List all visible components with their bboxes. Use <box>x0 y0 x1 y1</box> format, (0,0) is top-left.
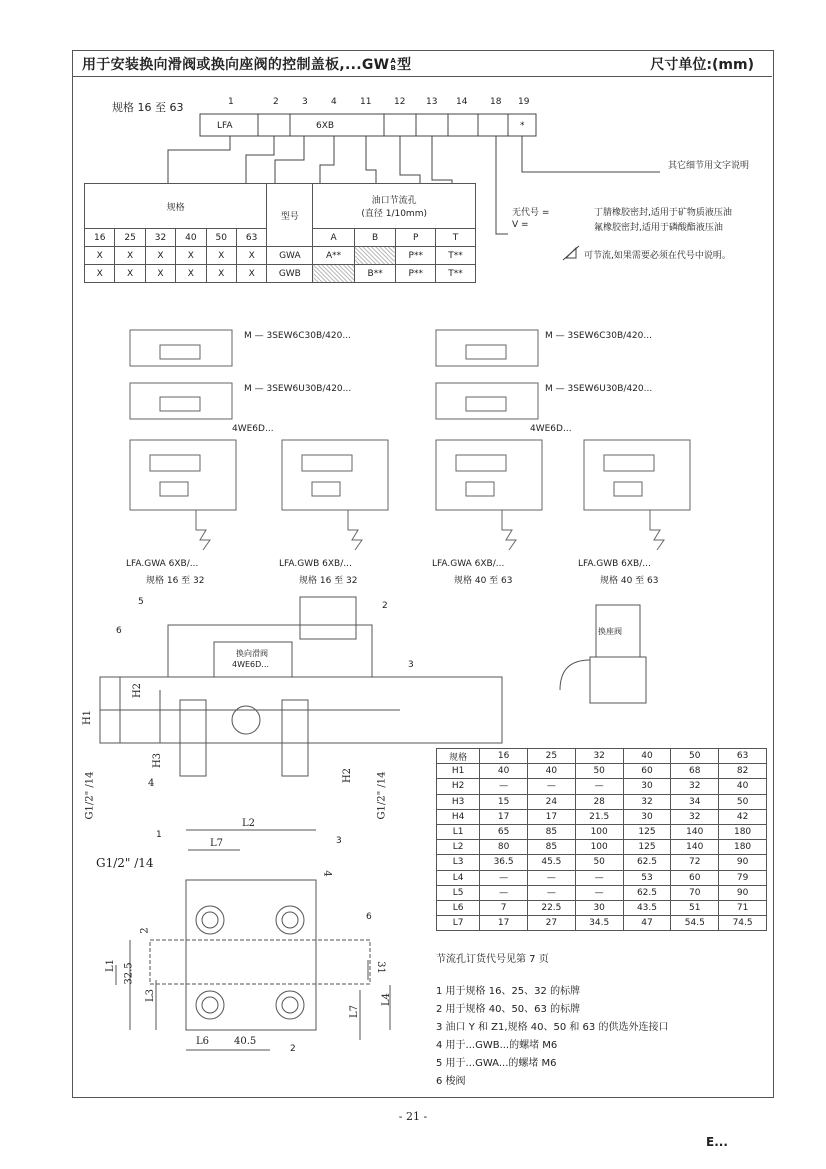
dims-cell: 24 <box>527 794 575 809</box>
dims-cell: H1 <box>437 764 480 779</box>
code-star: * <box>520 121 525 131</box>
valve-label: 换向滑阀 <box>236 649 268 658</box>
dims-table <box>436 748 767 931</box>
size-cell: 32 <box>145 229 175 247</box>
note-item: 1 用于规格 16、25、32 的标牌 <box>436 986 581 997</box>
dims-cell: 17 <box>480 809 528 824</box>
pos-18: 18 <box>490 97 502 107</box>
dims-cell: 100 <box>575 840 623 855</box>
x-mark: X <box>236 247 266 265</box>
dims-cell: 140 <box>671 824 719 839</box>
dims-footnote: 节流孔订货代号见第 7 页 <box>436 954 549 965</box>
dims-cell: 34 <box>671 794 719 809</box>
pos-3: 3 <box>302 97 308 107</box>
note-item: 3 油口 Y 和 Z1,规格 40、50 和 63 的供选外连接口 <box>436 1022 669 1033</box>
dims-cell: 40 <box>480 764 528 779</box>
page-number: - 21 - <box>398 1110 428 1123</box>
dims-cell: H3 <box>437 794 480 809</box>
dims-cell: 17 <box>480 916 528 931</box>
dim-g3: G1/2" /14 <box>96 856 154 870</box>
x-mark: X <box>85 247 115 265</box>
seal1-key: 无代号 = <box>512 208 550 218</box>
dims-row <box>437 916 767 931</box>
dims-cell: 34.5 <box>575 916 623 931</box>
dims-cell: 40 <box>623 749 671 764</box>
dims-cell: 85 <box>527 840 575 855</box>
dims-cell: 60 <box>671 870 719 885</box>
dims-cell: 27 <box>527 916 575 931</box>
x-mark: X <box>85 265 115 283</box>
seat-label: 换座阀 <box>598 627 622 636</box>
port-cell: T <box>436 229 476 247</box>
dims-cell: 40 <box>527 764 575 779</box>
gwb-p: P** <box>396 265 436 283</box>
x-mark: X <box>176 265 206 283</box>
dims-cell: 15 <box>480 794 528 809</box>
gwb-a <box>313 265 355 283</box>
dims-row <box>437 779 767 794</box>
dims-cell: 50 <box>719 794 767 809</box>
dims-cell: 50 <box>575 764 623 779</box>
dims-cell: 65 <box>480 824 528 839</box>
pos-2: 2 <box>273 97 279 107</box>
dims-cell: 54.5 <box>671 916 719 931</box>
dims-cell: 50 <box>671 749 719 764</box>
code-6xb: 6XB <box>316 121 335 131</box>
x-mark: X <box>145 265 175 283</box>
dims-cell: 32 <box>575 749 623 764</box>
dim-h2: H2 <box>132 682 144 699</box>
model-header: 型号 <box>267 184 313 247</box>
dims-cell: — <box>480 885 528 900</box>
dims-cell: 80 <box>480 840 528 855</box>
callout-1b: 1 <box>156 830 162 840</box>
dim-l2: L2 <box>242 818 256 829</box>
dims-cell: 79 <box>719 870 767 885</box>
dims-cell: 180 <box>719 824 767 839</box>
dims-cell: 51 <box>671 900 719 915</box>
note-item: 6 梭阀 <box>436 1076 466 1087</box>
port-cell: A <box>313 229 355 247</box>
dims-cell: 28 <box>575 794 623 809</box>
dims-cell: — <box>527 779 575 794</box>
dims-row <box>437 794 767 809</box>
x-mark: X <box>236 265 266 283</box>
dims-cell: 90 <box>719 885 767 900</box>
dims-row <box>437 870 767 885</box>
dims-row <box>437 809 767 824</box>
size-cell: 50 <box>206 229 236 247</box>
symbol-m3: M — 3SEW6C30B/420... <box>545 331 652 341</box>
dim-4: 4 <box>148 778 155 789</box>
pos-4: 4 <box>331 97 337 107</box>
x-mark: X <box>206 247 236 265</box>
dims-cell: 7 <box>480 900 528 915</box>
callout-3b: 3 <box>336 836 342 846</box>
symbol-we1: 4WE6D... <box>232 424 274 434</box>
dims-cell: L1 <box>437 824 480 839</box>
dims-cell: 42 <box>719 809 767 824</box>
dims-cell: 100 <box>575 824 623 839</box>
dims-cell: 规格 <box>437 749 480 764</box>
unit-label: 尺寸单位:(mm) <box>650 57 754 73</box>
dims-cell: L3 <box>437 855 480 870</box>
dim-h1: H1 <box>82 709 94 726</box>
orifice-header: 油口节流孔 (直径 1/10mm) <box>313 184 476 229</box>
dims-cell: 82 <box>719 764 767 779</box>
dims-cell: 70 <box>671 885 719 900</box>
page-title: 用于安装换向滑阀或换向座阀的控制盖板,...GWA B型 <box>82 57 412 73</box>
dims-cell: — <box>575 779 623 794</box>
model-gwb: GWB <box>267 265 313 283</box>
size-cell: 25 <box>115 229 145 247</box>
dims-cell: 43.5 <box>623 900 671 915</box>
size-cell: 63 <box>236 229 266 247</box>
brand-logo: E... <box>706 1135 728 1149</box>
dims-cell: 63 <box>719 749 767 764</box>
dim-4b: 4 <box>321 870 333 877</box>
dims-cell: 30 <box>575 900 623 915</box>
dims-cell: L2 <box>437 840 480 855</box>
note-item: 5 用于...GWA...的螺堵 M6 <box>436 1058 557 1069</box>
other-details: 其它细节用文字说明 <box>668 161 750 171</box>
dims-cell: 125 <box>623 840 671 855</box>
dims-cell: 71 <box>719 900 767 915</box>
dims-cell: 85 <box>527 824 575 839</box>
dims-cell: 125 <box>623 824 671 839</box>
valve-code: 4WE6D... <box>232 660 269 669</box>
gwa-b <box>354 247 396 265</box>
callout-2: 2 <box>382 601 388 611</box>
symbol-m4: M — 3SEW6U30B/420... <box>545 384 653 394</box>
spec-header: 规格 <box>85 184 267 229</box>
dims-cell: 180 <box>719 840 767 855</box>
dims-cell: 32 <box>623 794 671 809</box>
pos-11: 11 <box>360 97 372 107</box>
dims-cell: — <box>575 870 623 885</box>
x-mark: X <box>176 247 206 265</box>
dim-l6: L6 <box>196 1036 210 1047</box>
dims-row <box>437 900 767 915</box>
dims-row <box>437 855 767 870</box>
dim-g2: G1/2" /14 <box>376 771 388 820</box>
x-mark: X <box>206 265 236 283</box>
dim-g1: G1/2" /14 <box>84 771 96 820</box>
dims-cell: 62.5 <box>623 855 671 870</box>
caption-2b: 规格 16 至 32 <box>299 576 358 586</box>
dim-l1: L1 <box>105 958 117 973</box>
dims-row <box>437 840 767 855</box>
dim-l7b: L7 <box>349 1004 361 1019</box>
dims-cell: 140 <box>671 840 719 855</box>
seal2-val: 氟橡胶密封,适用于磷酸酯液压油 <box>594 223 723 233</box>
callout-5: 5 <box>138 597 144 607</box>
dims-cell: 90 <box>719 855 767 870</box>
caption-3b: 规格 40 至 63 <box>454 576 513 586</box>
port-cell: B <box>354 229 396 247</box>
dims-cell: 50 <box>575 855 623 870</box>
gwb-t: T** <box>436 265 476 283</box>
dims-cell: 53 <box>623 870 671 885</box>
pos-14: 14 <box>456 97 468 107</box>
seal2-key: V = <box>512 220 529 230</box>
dims-cell: — <box>480 870 528 885</box>
caption-1: LFA.GWA 6XB/... <box>126 559 199 569</box>
note-item: 2 用于规格 40、50、63 的标牌 <box>436 1004 581 1015</box>
caption-2: LFA.GWB 6XB/... <box>279 559 352 569</box>
port-cell: P <box>396 229 436 247</box>
x-mark: X <box>115 265 145 283</box>
code-lfa: LFA <box>217 121 233 131</box>
dims-cell: — <box>575 885 623 900</box>
dims-cell: 22.5 <box>527 900 575 915</box>
dim-h2b: H2 <box>342 767 354 784</box>
pos-1: 1 <box>228 97 234 107</box>
dims-cell: 47 <box>623 916 671 931</box>
callout-2b: 2 <box>290 1044 296 1054</box>
caption-3: LFA.GWA 6XB/... <box>432 559 505 569</box>
caption-1b: 规格 16 至 32 <box>146 576 205 586</box>
dims-cell: — <box>527 885 575 900</box>
dims-cell: H4 <box>437 809 480 824</box>
x-mark: X <box>115 247 145 265</box>
dims-cell: L7 <box>437 916 480 931</box>
dims-cell: 62.5 <box>623 885 671 900</box>
gwa-a: A** <box>313 247 355 265</box>
size-cell: 40 <box>176 229 206 247</box>
dims-cell: 72 <box>671 855 719 870</box>
dims-header-row <box>437 749 767 764</box>
dims-cell: — <box>480 779 528 794</box>
caption-4: LFA.GWB 6XB/... <box>578 559 651 569</box>
dim-2: 2 <box>139 927 151 934</box>
dim-l7: L7 <box>210 838 224 849</box>
dim-h3: H3 <box>152 752 164 769</box>
dims-cell: L4 <box>437 870 480 885</box>
dims-cell: 32 <box>671 809 719 824</box>
dims-row <box>437 824 767 839</box>
note-item: 4 用于...GWB...的螺堵 M6 <box>436 1040 558 1051</box>
seal1-val: 丁腈橡胶密封,适用于矿物质液压油 <box>594 208 732 218</box>
pos-13: 13 <box>426 97 438 107</box>
dims-row <box>437 885 767 900</box>
dims-cell: L6 <box>437 900 480 915</box>
dim-325: 32.5 <box>123 962 135 985</box>
dims-cell: 25 <box>527 749 575 764</box>
dim-31: 31 <box>374 961 386 974</box>
pos-19: 19 <box>518 97 530 107</box>
dims-cell: 36.5 <box>480 855 528 870</box>
symbol-m2: M — 3SEW6U30B/420... <box>244 384 352 394</box>
dims-cell: — <box>527 870 575 885</box>
pos-12: 12 <box>394 97 406 107</box>
dims-cell: 30 <box>623 809 671 824</box>
dims-cell: 68 <box>671 764 719 779</box>
symbol-we2: 4WE6D... <box>530 424 572 434</box>
dims-cell: 40 <box>719 779 767 794</box>
throttle-note: 可节流,如果需要必须在代号中说明。 <box>584 251 731 261</box>
symbol-m1: M — 3SEW6C30B/420... <box>244 331 351 341</box>
dims-cell: 17 <box>527 809 575 824</box>
gwb-b: B** <box>354 265 396 283</box>
spec-range-label: 规格 16 至 63 <box>112 101 184 114</box>
dims-cell: 60 <box>623 764 671 779</box>
dim-l3: L3 <box>145 988 157 1003</box>
notes-list <box>436 982 668 1090</box>
dims-cell: L5 <box>437 885 480 900</box>
gwa-t: T** <box>436 247 476 265</box>
size-cell: 16 <box>85 229 115 247</box>
dims-cell: 74.5 <box>719 916 767 931</box>
dims-cell: 21.5 <box>575 809 623 824</box>
dims-cell: 32 <box>671 779 719 794</box>
callout-3: 3 <box>408 660 414 670</box>
model-gwa: GWA <box>267 247 313 265</box>
gwa-p: P** <box>396 247 436 265</box>
dims-cell: 16 <box>480 749 528 764</box>
dims-cell: 30 <box>623 779 671 794</box>
callout-6b: 6 <box>366 912 372 922</box>
dim-405: 40.5 <box>234 1036 257 1047</box>
callout-6: 6 <box>116 626 122 636</box>
dims-row <box>437 764 767 779</box>
dims-cell: H2 <box>437 779 480 794</box>
caption-4b: 规格 40 至 63 <box>600 576 659 586</box>
x-mark: X <box>145 247 175 265</box>
spec-table <box>84 183 476 283</box>
dim-l4: L4 <box>381 992 393 1007</box>
dims-cell: 45.5 <box>527 855 575 870</box>
